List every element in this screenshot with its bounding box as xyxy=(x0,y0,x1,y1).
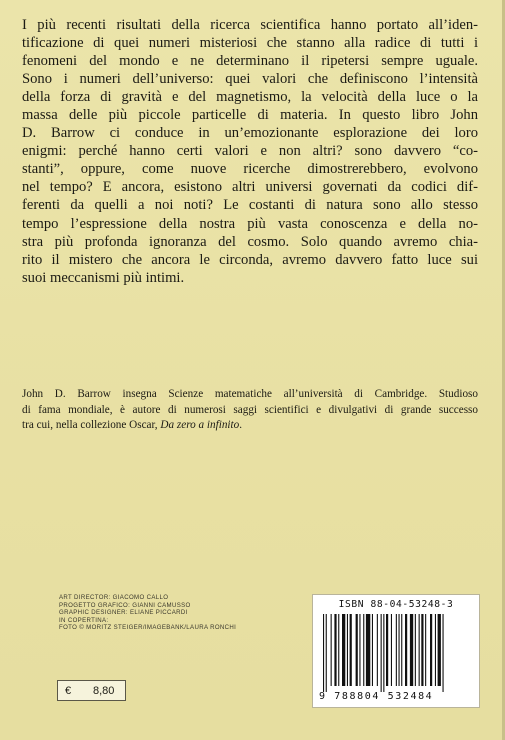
author-bio-text: tra cui, nella collezione Oscar, xyxy=(22,419,161,431)
blurb-line: enigmi: perché hanno certi valori e non altri? sono davvero “co- xyxy=(22,143,478,160)
isbn-label: ISBN 88-04-53248-3 xyxy=(338,599,454,610)
price-amount: 8,80 xyxy=(93,684,115,697)
credit-line: PROGETTO GRAFICO: GIANNI CAMUSSO xyxy=(59,601,191,609)
blurb-line: ferenti da quelli a noi noti? Le costanti di natura sono allo stesso xyxy=(22,197,478,214)
author-bio-text: . xyxy=(239,419,243,431)
currency-symbol: € xyxy=(65,684,72,697)
author-bio xyxy=(22,387,478,434)
ean-digits: 9 788804 532484 xyxy=(319,691,434,702)
blurb-line: Sono i numeri dell’universo: quei valori che definiscono l’intensità xyxy=(22,71,478,88)
blurb-line: massa delle più piccole particelle di materia. In questo libro John xyxy=(22,107,478,124)
credit-line: FOTO © MORITZ STEIGER/IMAGEBANK/LAURA RONCHI xyxy=(59,624,237,632)
blurb-line: I più recenti risultati della ricerca scientifica hanno portato all’iden- xyxy=(22,17,478,33)
blurb-line: rito il mistero che ancora le circonda, avremo davvero fatto luce sui xyxy=(22,251,478,268)
blurb-line: tempo l’espressione della nostra più vasta conoscenza e della no- xyxy=(22,215,478,232)
author-bio-line: di fama mondiale, è autore di numerosi saggi scientifici e divulgativi di grande successo xyxy=(22,403,478,416)
price-box xyxy=(57,680,126,701)
credit-line: GRAPHIC DESIGNER: ELIANE PICCARDI xyxy=(59,609,188,617)
book-title-reference: Da zero a infinito xyxy=(160,419,240,431)
credit-line: ART DIRECTOR: GIACOMO CALLO xyxy=(59,594,169,601)
blurb-line: nel tempo? E ancora, esistono altri universi governati da codici dif- xyxy=(22,179,478,196)
barcode-icon xyxy=(323,614,471,692)
blurb-line: stra più profonda ignoranza del cosmo. Solo quando avremo chia- xyxy=(22,233,478,250)
credit-line: IN COPERTINA: xyxy=(59,616,109,624)
design-credits xyxy=(59,594,236,632)
blurb-line: della forza di gravità e del magnetismo, la velocità della luce o la xyxy=(22,89,478,106)
book-blurb xyxy=(22,16,478,287)
barcode-box xyxy=(312,594,480,708)
author-bio-line: John D. Barrow insegna Scienze matematiche all’università di Cambridge. Studioso xyxy=(22,388,478,400)
blurb-line: fenomeni del mondo e ne determinano il ripetersi sempre uguale. xyxy=(22,53,478,70)
blurb-line: tificazione di quei numeri misteriosi che stanno alla radice di tutti i xyxy=(22,35,478,52)
author-bio-line xyxy=(22,418,478,434)
blurb-line: D. Barrow ci conduce in un’emozionante esplorazione dei loro xyxy=(22,125,478,142)
blurb-line: stanti”, oppure, come nuove ricerche dimostrerebbero, evolvono xyxy=(22,161,478,178)
blurb-line: suoi meccanismi più intimi. xyxy=(22,269,185,286)
